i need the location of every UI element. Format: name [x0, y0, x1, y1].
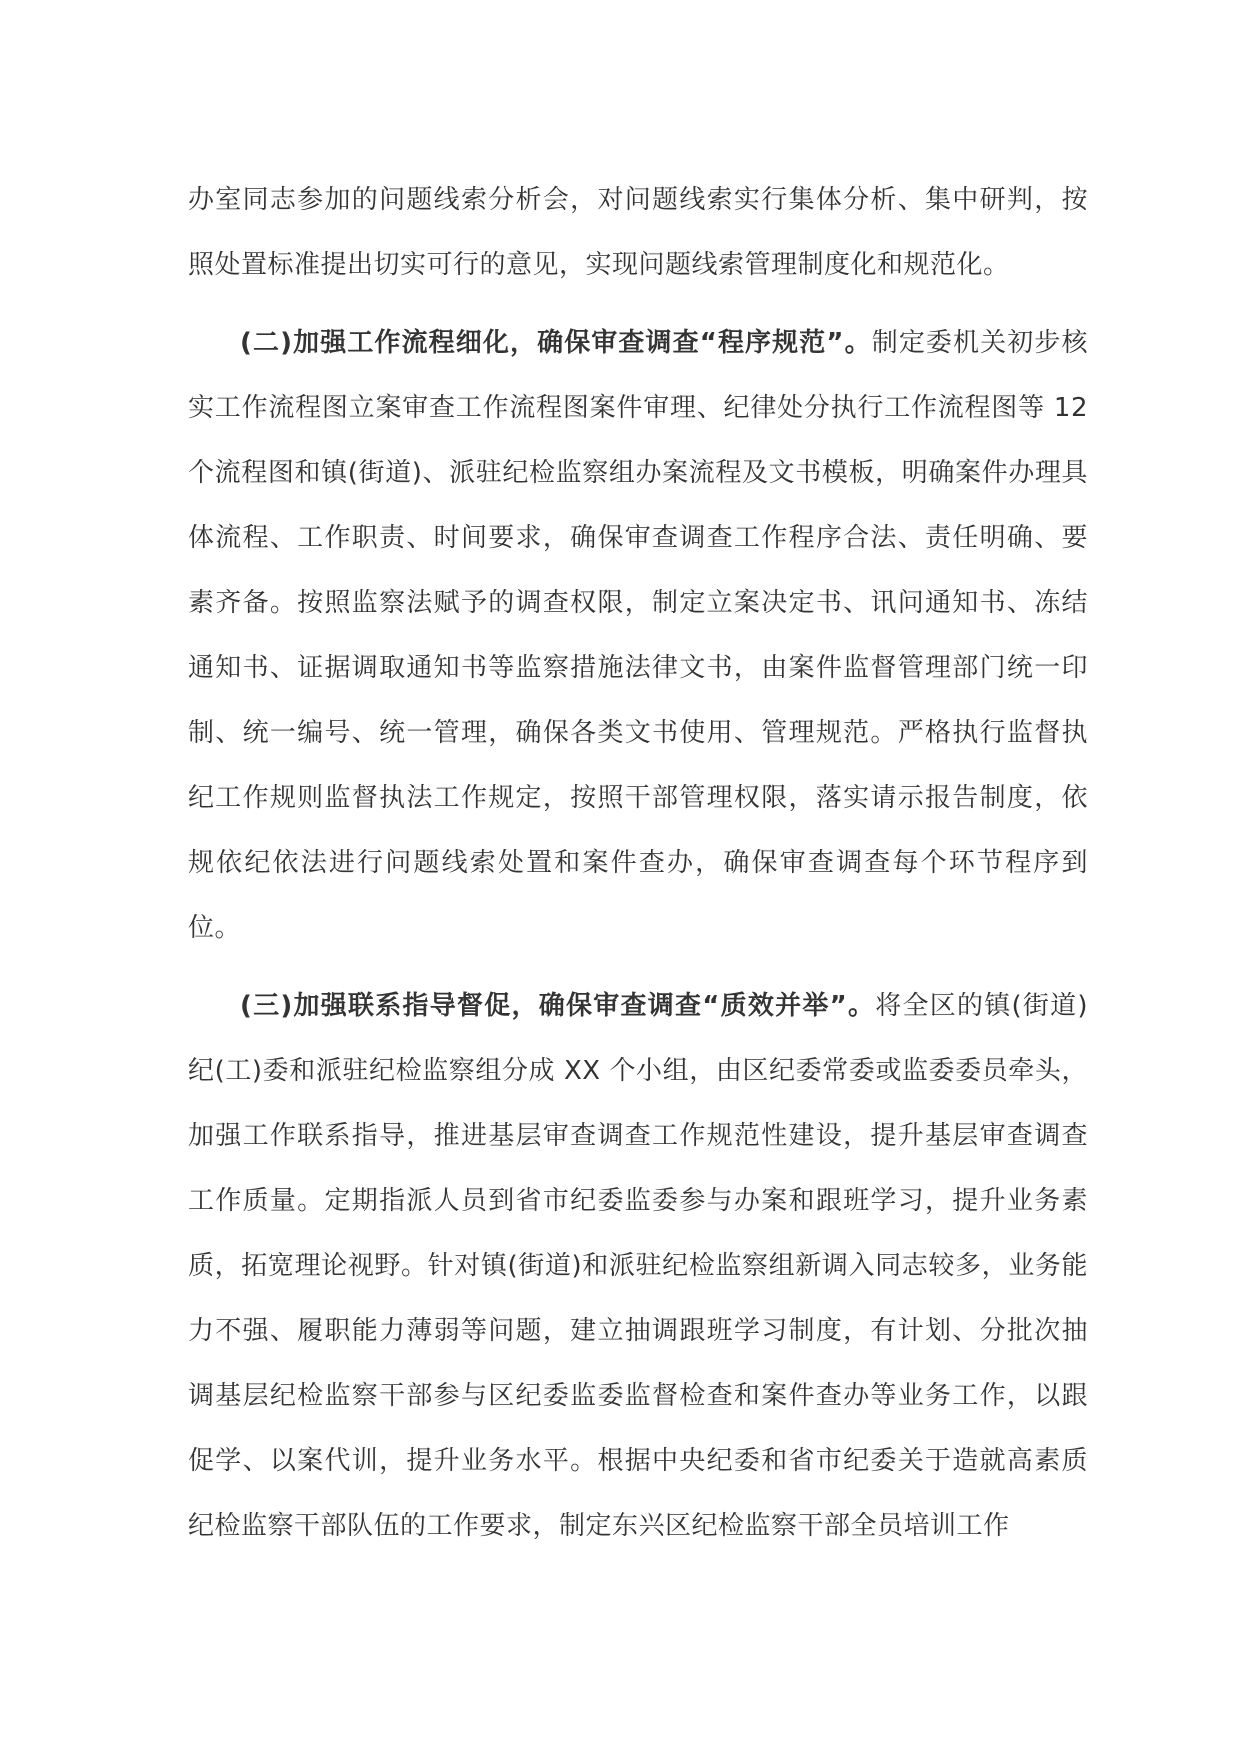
paragraph-section-two [188, 311, 1088, 961]
document-body [188, 168, 1088, 1559]
paragraph-text: 将全区的镇(街道)纪(工)委和派驻纪检监察组分成 XX 个小组，由区纪委常委或监委委员牵头，加强工作联系指导，推进基层审查调查工作规范性建设，提升基层审查调查工作质量。定期指派人员到省市纪委监委参与办案和跟班学习，提升业务素质，拓宽理论视野。针对镇(街道)和派驻纪检监察组新调入同志较多，业务能力不强、履职能力薄弱等问题，建立抽调跟班学习制度，有计划、分批次抽调基层纪检监察干部参与区纪委监委监督检查和案件查办等业务工作，以跟促学、以案代训，提升业务水平。根据中央纪委和省市纪委关于造就高素质纪检监察干部队伍的工作要求，制定东兴区纪检监察干部全员培训工作 [188, 991, 1088, 1541]
paragraph-text: 制定委机关初步核实工作流程图立案审查工作流程图案件审理、纪律处分执行工作流程图等 12 个流程图和镇(街道)、派驻纪检监察组办案流程及文书模板，明确案件办理具体流程、工作职责、时间要求，确保审查调查工作程序合法、责任明确、要素齐备。按照监察法赋予的调查权限，制定立案决定书、讯问通知书、冻结通知书、证据调取通知书等监察措施法律文书，由案件监督管理部门统一印制、统一编号、统一管理，确保各类文书使用、管理规范。严格执行监督执纪工作规则监督执法工作规定，按照干部管理权限，落实请示报告制度，依规依纪依法进行问题线索处置和案件查办，确保审查调查每个环节程序到位。 [188, 328, 1088, 943]
paragraph-section-three [188, 974, 1088, 1559]
paragraph-continuation [188, 168, 1088, 298]
paragraph-text: 办室同志参加的问题线索分析会，对问题线索实行集体分析、集中研判，按照处置标准提出切实可行的意见，实现问题线索管理制度化和规范化。 [188, 185, 1088, 280]
section-heading-three: (三)加强联系指导督促，确保审查调查“质效并举”。 [240, 991, 876, 1021]
section-heading-two: (二)加强工作流程细化，确保审查调查“程序规范”。 [240, 328, 872, 358]
